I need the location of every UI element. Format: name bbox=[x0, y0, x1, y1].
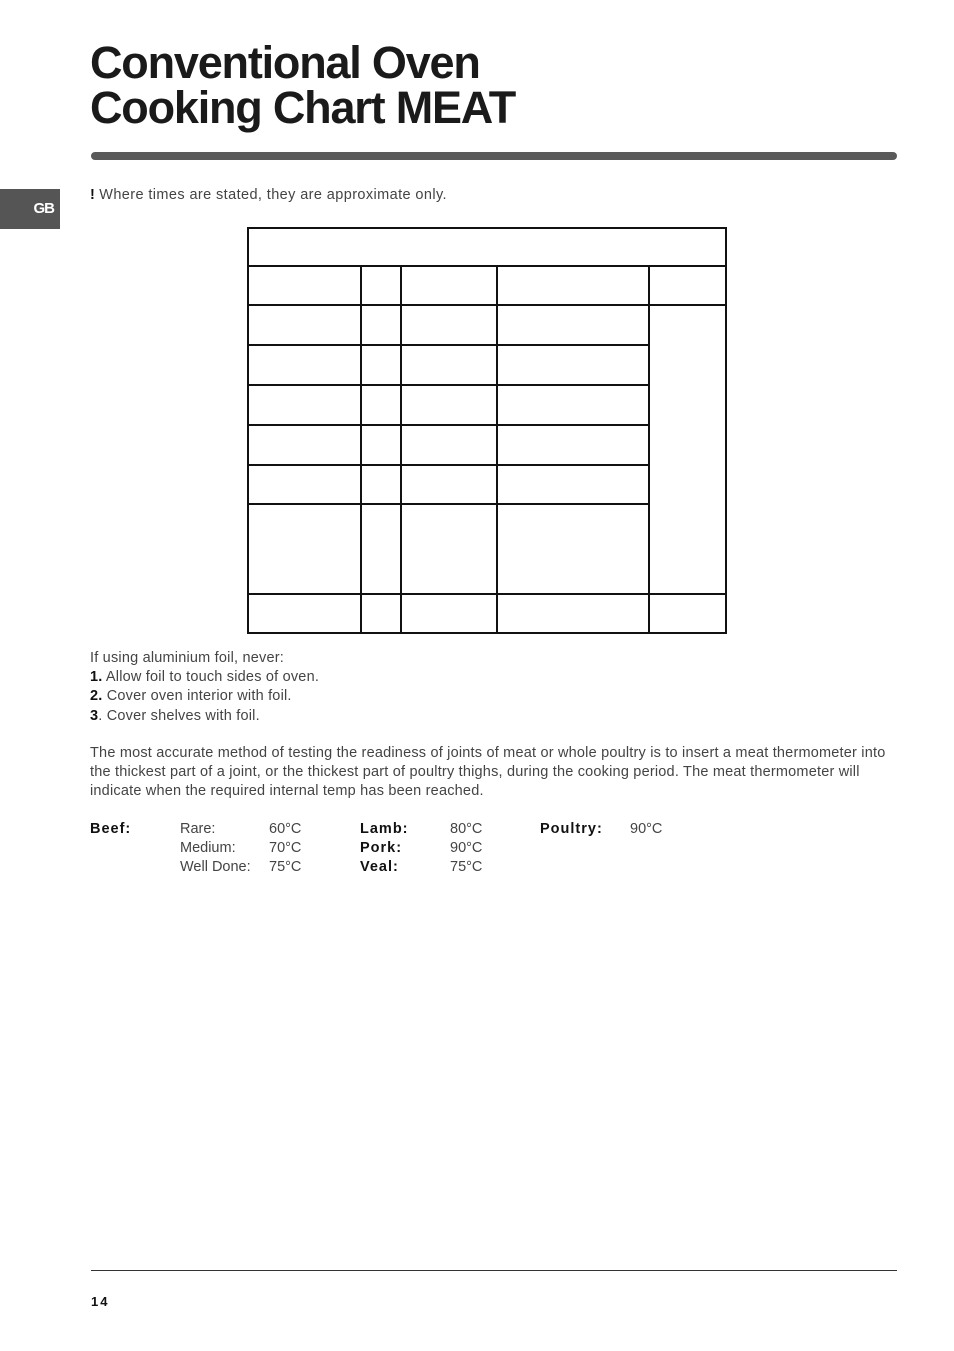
note-exclamation-mark: ! bbox=[90, 187, 96, 203]
table-cell bbox=[248, 266, 361, 305]
temperature-value: 80°C bbox=[450, 821, 483, 837]
table-cell bbox=[361, 594, 401, 633]
table-cell bbox=[248, 385, 361, 425]
table-cell bbox=[497, 425, 649, 465]
table-row bbox=[248, 594, 726, 633]
poultry-label: Poultry: bbox=[540, 821, 603, 837]
temperature-value: 75°C bbox=[269, 859, 302, 875]
language-tab: GB bbox=[0, 189, 60, 229]
temperature-value: 90°C bbox=[630, 821, 663, 837]
table-cell bbox=[361, 385, 401, 425]
note-text: Where times are stated, they are approximate only. bbox=[99, 187, 447, 203]
approximate-times-note bbox=[90, 187, 447, 203]
meat-label: Pork: bbox=[360, 840, 403, 856]
meat-label: Lamb: bbox=[360, 821, 409, 837]
poultry-label-column bbox=[540, 820, 603, 839]
title-divider bbox=[91, 152, 897, 160]
table-cell bbox=[248, 228, 726, 266]
table-cell bbox=[361, 425, 401, 465]
table-cell bbox=[649, 266, 726, 305]
page-title-line-1: Conventional Oven bbox=[90, 37, 480, 88]
foil-warning-intro: If using aluminium foil, never: bbox=[90, 650, 284, 666]
table-cell bbox=[248, 345, 361, 385]
doneness-label: Rare: bbox=[180, 821, 216, 837]
table-title-row bbox=[248, 228, 726, 266]
table-cell bbox=[401, 504, 497, 594]
table-cell bbox=[401, 385, 497, 425]
beef-label-column bbox=[90, 820, 131, 839]
list-item bbox=[90, 687, 319, 706]
table-cell bbox=[497, 504, 649, 594]
list-item-text: Allow foil to touch sides of oven. bbox=[102, 669, 320, 685]
table-cell bbox=[401, 465, 497, 504]
beef-doneness-column bbox=[180, 820, 251, 877]
page-title-line-2: Cooking Chart MEAT bbox=[90, 82, 516, 133]
list-item-text: . Cover shelves with foil. bbox=[98, 707, 260, 724]
meat-label: Veal: bbox=[360, 859, 399, 875]
list-item-number: 1. bbox=[90, 669, 103, 685]
table-cell bbox=[497, 594, 649, 633]
beef-label: Beef: bbox=[90, 821, 132, 837]
meat-label-column bbox=[360, 820, 409, 877]
table-merged-cell bbox=[649, 305, 726, 594]
poultry-temp-column bbox=[630, 820, 662, 839]
table-cell bbox=[497, 465, 649, 504]
table-cell bbox=[401, 594, 497, 633]
table-cell bbox=[248, 594, 361, 633]
table-cell bbox=[248, 504, 361, 594]
list-item bbox=[90, 668, 319, 687]
meat-temp-column bbox=[450, 820, 482, 877]
table-cell bbox=[497, 385, 649, 425]
table-cell bbox=[361, 465, 401, 504]
table-cell bbox=[248, 425, 361, 465]
list-item-number: 2. bbox=[90, 688, 103, 705]
page-number: 14 bbox=[91, 1294, 110, 1309]
meat-thermometer-paragraph: The most accurate method of testing the readiness of joints of meat or whole poultry is to insert a meat thermometer into the thickest part of a joint, or the thickest part of poultry thighs, during the cooking period. The meat thermometer will indicate when the required internal temp has been reached. bbox=[90, 745, 886, 799]
table-cell bbox=[361, 504, 401, 594]
doneness-label: Medium: bbox=[180, 840, 236, 856]
list-item-text: Cover oven interior with foil. bbox=[102, 688, 292, 705]
table-cell bbox=[361, 345, 401, 385]
table-cell bbox=[497, 345, 649, 385]
table-cell bbox=[401, 266, 497, 305]
foil-warning-list bbox=[90, 668, 319, 726]
table-cell bbox=[401, 305, 497, 345]
temperature-value: 75°C bbox=[450, 859, 483, 875]
table-cell bbox=[649, 594, 726, 633]
table-cell bbox=[401, 345, 497, 385]
table-cell bbox=[497, 305, 649, 345]
list-item bbox=[90, 707, 319, 726]
cooking-chart-table bbox=[247, 227, 727, 634]
beef-temp-column bbox=[269, 820, 301, 877]
footer-divider bbox=[91, 1270, 897, 1271]
table-cell bbox=[248, 465, 361, 504]
page-title bbox=[90, 37, 516, 133]
table-cell bbox=[497, 266, 649, 305]
table-header-row bbox=[248, 266, 726, 305]
table-cell bbox=[361, 305, 401, 345]
temperature-value: 60°C bbox=[269, 821, 302, 837]
doneness-label: Well Done: bbox=[180, 859, 251, 875]
temperature-value: 90°C bbox=[450, 840, 483, 856]
table-row bbox=[248, 305, 726, 345]
table-cell bbox=[361, 266, 401, 305]
table-cell bbox=[401, 425, 497, 465]
temperature-value: 70°C bbox=[269, 840, 302, 856]
list-item-number: 3 bbox=[90, 707, 99, 724]
table-cell bbox=[248, 305, 361, 345]
